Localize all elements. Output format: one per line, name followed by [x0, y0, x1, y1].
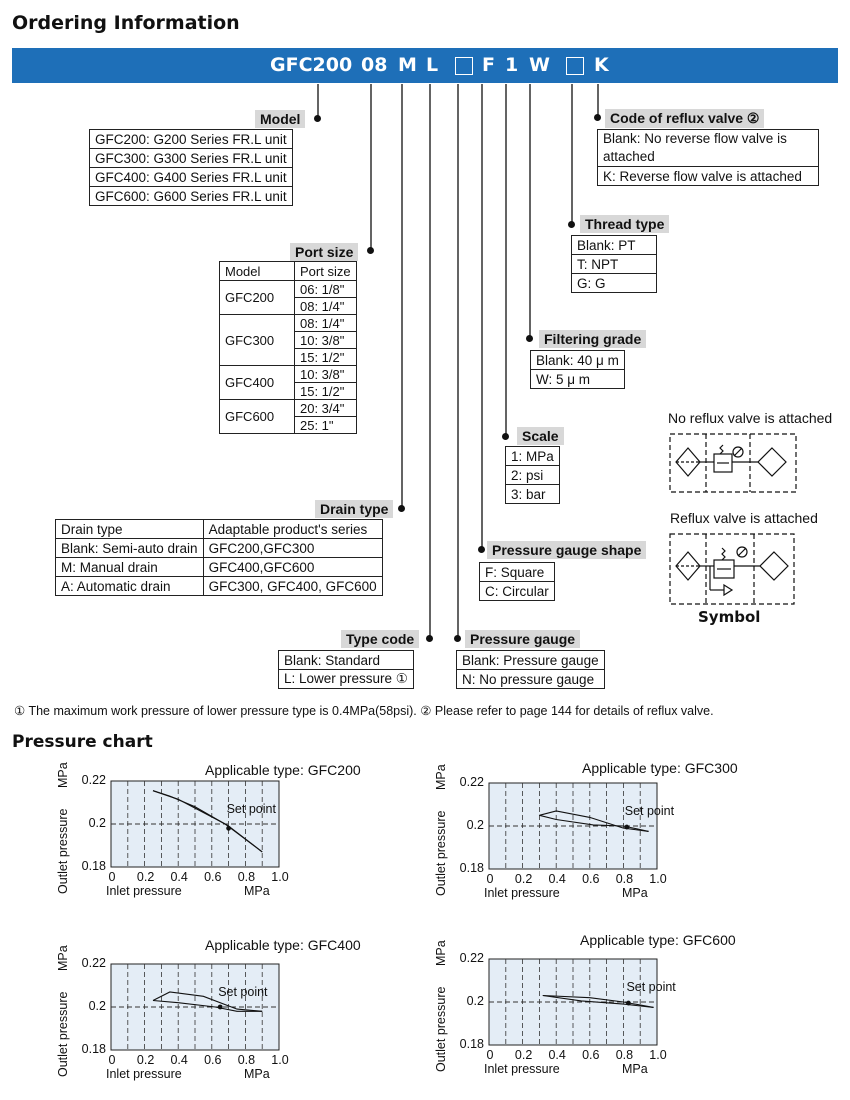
port-size-label: Port size — [290, 243, 358, 261]
code-scale: 1 — [505, 54, 519, 76]
code-drain: M — [398, 54, 417, 76]
code-reflux: K — [594, 54, 609, 76]
reflux-row: K: Reverse flow valve is attached — [598, 167, 819, 186]
thread-type-label: Thread type — [580, 215, 669, 233]
chart-plot — [110, 963, 280, 1051]
type-code-row: L: Lower pressure ① — [279, 670, 414, 689]
port-size: 10: 3/8" — [295, 332, 357, 349]
model-dot — [314, 115, 321, 122]
scale-row: 1: MPa — [506, 447, 560, 466]
set-point-label: Set point — [626, 980, 676, 994]
x-tick-label: 0.6 — [204, 1053, 222, 1067]
x-tick-label: 1.0 — [649, 1048, 667, 1062]
drain-cell: A: Automatic drain — [56, 577, 204, 596]
y-axis-unit: MPa — [434, 764, 448, 790]
x-tick-label: 0.4 — [548, 1048, 566, 1062]
x-tick-label: 0 — [108, 870, 116, 884]
x-tick-label: 0.6 — [204, 870, 222, 884]
x-tick-label: 0.6 — [582, 872, 600, 886]
drain-cell: Blank: Semi-auto drain — [56, 539, 204, 558]
type-code-row: Blank: Standard — [279, 651, 414, 670]
set-point-label: Set point — [624, 804, 675, 818]
shape-row: F: Square — [480, 563, 555, 582]
x-tick-label: 0.8 — [615, 872, 634, 886]
y-axis-label: Outlet pressure — [56, 991, 70, 1077]
chart-plot — [488, 782, 658, 870]
chart-plot — [110, 780, 280, 868]
port-header-model: Model — [220, 262, 295, 281]
type-code-label: Type code — [341, 630, 419, 648]
port-size: 15: 1/2" — [295, 349, 357, 366]
footnotes: ① The maximum work pressure of lower pressure type is 0.4MPa(58psi). ② Please refer to page 144 for details of reflux valve. — [14, 704, 714, 718]
gauge-shape-label: Pressure gauge shape — [487, 541, 646, 559]
thread-type-table — [571, 235, 657, 293]
x-tick-label: 1.0 — [271, 870, 289, 884]
x-tick-label: 0.2 — [514, 1048, 533, 1062]
drain-cell: M: Manual drain — [56, 558, 204, 577]
y-tick-label: 0.2 — [88, 816, 106, 830]
y-tick-label: 0.18 — [459, 861, 484, 875]
x-axis-label: Inlet pressure — [106, 1067, 182, 1081]
x-tick-label: 0.8 — [615, 1048, 634, 1062]
x-axis-unit: MPa — [244, 1067, 270, 1081]
filtering-grade-label: Filtering grade — [539, 330, 646, 348]
drain-header: Adaptable product's series — [203, 520, 382, 539]
model-table — [89, 129, 293, 206]
y-tick-label: 0.18 — [459, 1037, 484, 1051]
y-axis-unit: MPa — [56, 945, 70, 971]
x-tick-label: 0.8 — [237, 870, 256, 884]
reflux-valve-table — [597, 129, 819, 186]
drain-cell: GFC400,GFC600 — [203, 558, 382, 577]
port-model: GFC300 — [220, 315, 295, 366]
grade-row: W: 5 μ m — [531, 370, 625, 389]
scale-table — [505, 446, 560, 504]
x-axis-label: Inlet pressure — [484, 1062, 560, 1076]
model-row: GFC400: G400 Series FR.L unit — [90, 168, 293, 187]
code-type: L — [426, 54, 439, 76]
x-tick-label: 1.0 — [649, 872, 667, 886]
drain-header: Drain type — [56, 520, 204, 539]
code-shape: F — [482, 54, 495, 76]
page-title: Ordering Information — [12, 12, 240, 34]
reflux-row: Blank: No reverse flow valve is attached — [598, 130, 819, 167]
drain-cell: GFC300, GFC400, GFC600 — [203, 577, 382, 596]
drain-dot — [398, 505, 405, 512]
code-port: 08 — [361, 54, 388, 76]
model-row: GFC200: G200 Series FR.L unit — [90, 130, 293, 149]
gauge-dot — [454, 635, 461, 642]
thread-row: Blank: PT — [572, 236, 657, 255]
x-tick-label: 0.4 — [170, 1053, 188, 1067]
x-tick-label: 0.6 — [582, 1048, 600, 1062]
y-axis-unit: MPa — [56, 762, 70, 788]
y-tick-label: 0.2 — [88, 999, 106, 1013]
x-tick-label: 0 — [486, 872, 494, 886]
model-row: GFC600: G600 Series FR.L unit — [90, 187, 293, 206]
port-size: 08: 1/4" — [295, 298, 357, 315]
grade-dot — [526, 335, 533, 342]
code-grade: W — [529, 54, 550, 76]
code-model: GFC200 — [270, 54, 353, 76]
x-axis-label: Inlet pressure — [484, 886, 560, 900]
chart-title: Applicable type: GFC300 — [582, 760, 738, 776]
set-point-marker — [624, 825, 629, 830]
grade-row: Blank: 40 μ m — [531, 351, 625, 370]
y-tick-label: 0.22 — [81, 773, 106, 787]
set-point-label: Set point — [226, 802, 276, 816]
y-tick-label: 0.22 — [459, 951, 484, 965]
shape-row: C: Circular — [480, 582, 555, 601]
y-tick-label: 0.22 — [459, 775, 484, 789]
scale-dot — [502, 433, 509, 440]
symbol-caption: Symbol — [698, 608, 761, 626]
port-size: 15: 1/2" — [295, 383, 357, 400]
chart-title: Applicable type: GFC600 — [580, 932, 736, 948]
port-model: GFC600 — [220, 400, 295, 434]
chart-title: Applicable type: GFC200 — [205, 762, 361, 778]
y-axis-label: Outlet pressure — [434, 810, 448, 896]
drain-type-label: Drain type — [315, 500, 393, 518]
x-tick-label: 0 — [108, 1053, 116, 1067]
x-tick-label: 0.2 — [136, 870, 155, 884]
symbol-reflux-title: Reflux valve is attached — [670, 510, 818, 526]
scale-row: 2: psi — [506, 466, 560, 485]
x-tick-label: 0.4 — [170, 870, 188, 884]
thread-row: T: NPT — [572, 255, 657, 274]
chart-plot — [488, 958, 658, 1046]
y-tick-label: 0.18 — [81, 859, 106, 873]
thread-row: G: G — [572, 274, 657, 293]
type-code-table — [278, 650, 414, 689]
x-axis-unit: MPa — [622, 1062, 648, 1076]
y-axis-label: Outlet pressure — [434, 986, 448, 1072]
y-tick-label: 0.2 — [466, 818, 484, 832]
pressure-gauge-label: Pressure gauge — [465, 630, 580, 648]
y-tick-label: 0.2 — [466, 994, 484, 1008]
x-tick-label: 0.2 — [514, 872, 533, 886]
type-code-dot — [426, 635, 433, 642]
set-point-marker — [218, 1005, 223, 1010]
thread-dot — [568, 221, 575, 228]
x-tick-label: 0.2 — [136, 1053, 155, 1067]
symbol-no-reflux-title: No reflux valve is attached — [668, 410, 833, 426]
pressure-chart-title: Pressure chart — [12, 732, 153, 752]
y-axis-unit: MPa — [434, 940, 448, 966]
drain-type-table — [55, 519, 383, 596]
scale-label: Scale — [517, 427, 564, 445]
set-point-label: Set point — [218, 985, 268, 999]
gauge-shape-table — [479, 562, 555, 601]
port-dot — [367, 247, 374, 254]
model-label: Model — [255, 110, 305, 128]
gauge-row: N: No pressure gauge — [457, 670, 605, 689]
chart-title: Applicable type: GFC400 — [205, 937, 361, 953]
symbol-no-reflux-diagram — [668, 432, 798, 494]
port-size: 25: 1" — [295, 417, 357, 434]
x-axis-unit: MPa — [622, 886, 648, 900]
x-axis-unit: MPa — [244, 884, 270, 898]
x-tick-label: 1.0 — [271, 1053, 289, 1067]
set-point-marker — [626, 1001, 631, 1006]
x-tick-label: 0 — [486, 1048, 494, 1062]
scale-row: 3: bar — [506, 485, 560, 504]
port-size-table — [219, 261, 357, 434]
x-tick-label: 0.8 — [237, 1053, 256, 1067]
symbol-reflux-diagram — [668, 532, 798, 606]
model-row: GFC300: G300 Series FR.L unit — [90, 149, 293, 168]
reflux-valve-label: Code of reflux valve ② — [605, 109, 764, 128]
y-tick-label: 0.22 — [81, 956, 106, 970]
drain-cell: GFC200,GFC300 — [203, 539, 382, 558]
x-tick-label: 0.4 — [548, 872, 566, 886]
reflux-dot — [594, 114, 601, 121]
port-header-size: Port size — [295, 262, 357, 281]
port-size: 20: 3/4" — [295, 400, 357, 417]
port-model: GFC400 — [220, 366, 295, 400]
port-model: GFC200 — [220, 281, 295, 315]
port-size: 06: 1/8" — [295, 281, 357, 298]
port-size: 10: 3/8" — [295, 366, 357, 383]
shape-dot — [478, 546, 485, 553]
port-size: 08: 1/4" — [295, 315, 357, 332]
y-axis-label: Outlet pressure — [56, 808, 70, 894]
set-point-marker — [226, 826, 231, 831]
x-axis-label: Inlet pressure — [106, 884, 182, 898]
y-tick-label: 0.18 — [81, 1042, 106, 1056]
pressure-gauge-table — [456, 650, 605, 689]
gauge-row: Blank: Pressure gauge — [457, 651, 605, 670]
filtering-grade-table — [530, 350, 625, 389]
